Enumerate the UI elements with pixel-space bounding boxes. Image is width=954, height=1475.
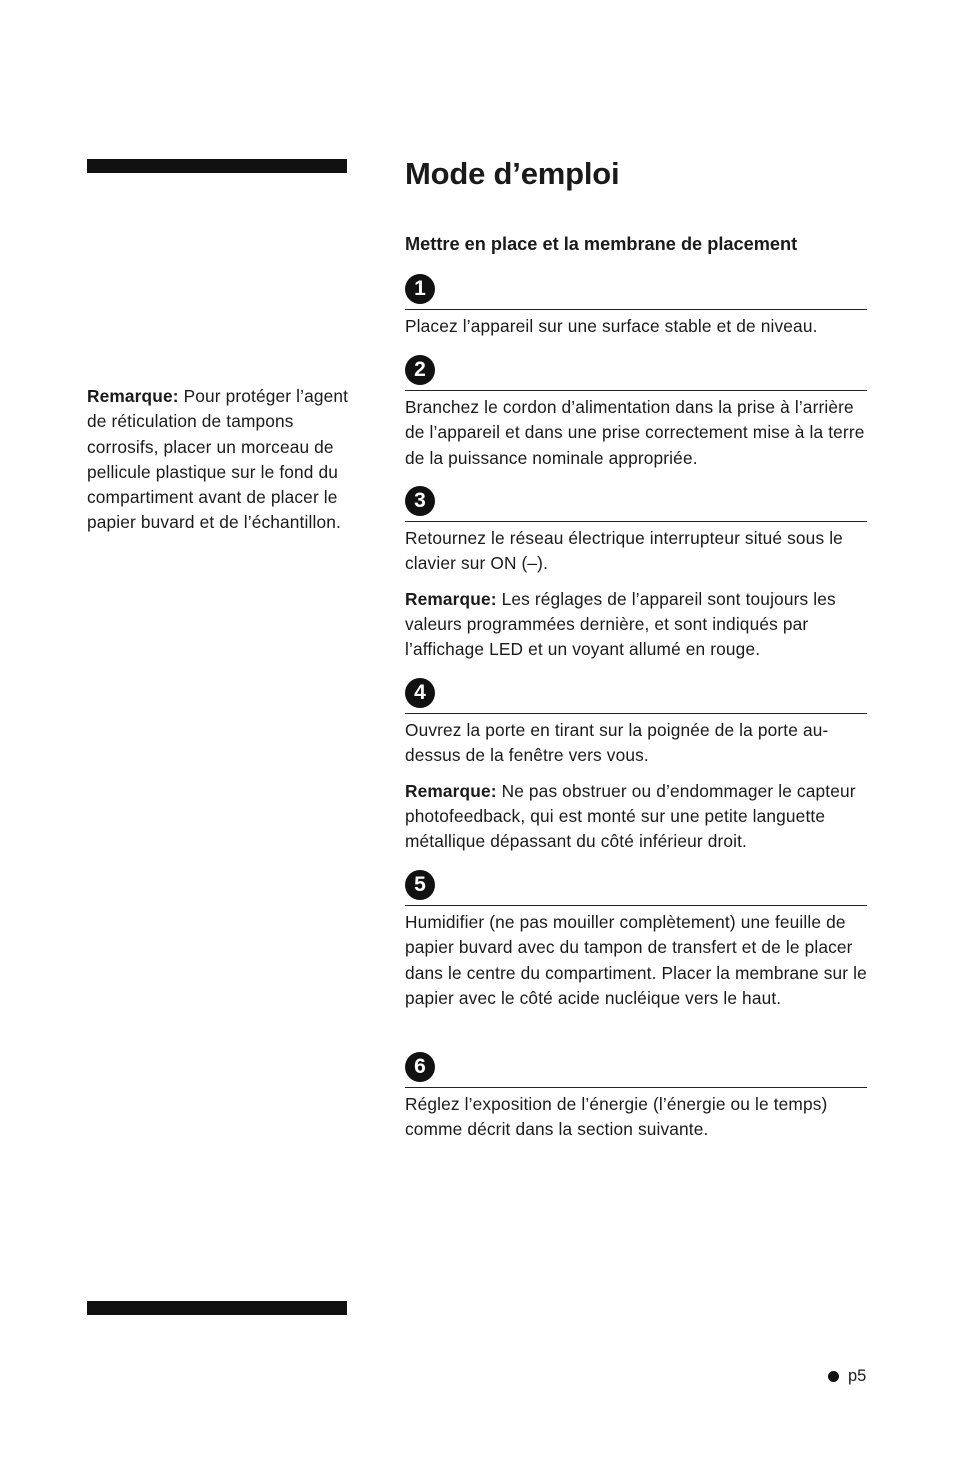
page-number: p5 xyxy=(848,1367,867,1385)
step-divider xyxy=(405,905,867,906)
step-number-badge: 6 xyxy=(405,1052,435,1082)
step-note-text: Les réglages de l’appareil sont toujours les valeurs programmées dernière, et sont indiqués par l’affichage LED et un voyant allumé en rouge. xyxy=(405,588,836,660)
sidebar-note xyxy=(87,384,352,536)
bullet-icon xyxy=(828,1371,839,1382)
step-note xyxy=(405,779,867,855)
step-note-label: Remarque: xyxy=(405,588,497,609)
step-number-badge: 3 xyxy=(405,486,435,516)
step-number-badge: 2 xyxy=(405,355,435,385)
page-title: Mode d’emploi xyxy=(405,156,620,191)
step-2 xyxy=(405,355,867,471)
step-4 xyxy=(405,678,867,854)
step-note xyxy=(405,587,867,663)
step-text: Retournez le réseau électrique interrupteur situé sous le clavier sur ON (–). xyxy=(405,528,843,574)
step-text: Réglez l’exposition de l’énergie (l’énergie ou le temps) comme décrit dans la section suivante. xyxy=(405,1094,828,1140)
top-decorative-bar xyxy=(87,159,347,173)
step-5 xyxy=(405,870,867,1011)
sidebar-note-text: Pour protéger l’agent de réticulation de tampons corrosifs, placer un morceau de pellicule plastique sur le fond du compartiment avant de placer le papier buvard et de l’échantillon. xyxy=(87,386,349,533)
step-divider xyxy=(405,1087,867,1088)
step-1 xyxy=(405,274,867,339)
step-3 xyxy=(405,486,867,662)
page-footer xyxy=(828,1367,866,1386)
step-number-badge: 1 xyxy=(405,274,435,304)
step-6 xyxy=(405,1052,867,1143)
step-divider xyxy=(405,713,867,714)
step-number-badge: 5 xyxy=(405,870,435,900)
step-text: Placez l’appareil sur une surface stable et de niveau. xyxy=(405,316,818,336)
bottom-decorative-bar xyxy=(87,1301,347,1315)
step-divider xyxy=(405,390,867,391)
step-text: Ouvrez la porte en tirant sur la poignée de la porte au-dessus de la fenêtre vers vous. xyxy=(405,720,829,766)
step-number-badge: 4 xyxy=(405,678,435,708)
step-note-text: Ne pas obstruer ou d’endommager le capteur photofeedback, qui est monté sur une petite languette métallique dépassant du côté inférieur droit. xyxy=(405,780,856,852)
step-divider xyxy=(405,521,867,522)
main-content xyxy=(405,152,867,1140)
step-text: Humidifier (ne pas mouiller complètement) une feuille de papier buvard avec du tampon de transfert et de le placer dans le centre du compartiment. Placer la membrane sur le papier avec le côté acide nucléique vers le haut. xyxy=(405,912,867,1008)
section-subtitle: Mettre en place et la membrane de placement xyxy=(405,234,798,254)
step-divider xyxy=(405,309,867,310)
step-text: Branchez le cordon d’alimentation dans la prise à l’arrière de l’appareil et dans une prise correctement mise à la terre de la puissance nominale appropriée. xyxy=(405,397,865,468)
sidebar-note-label: Remarque: xyxy=(87,386,179,406)
step-note-label: Remarque: xyxy=(405,780,497,801)
